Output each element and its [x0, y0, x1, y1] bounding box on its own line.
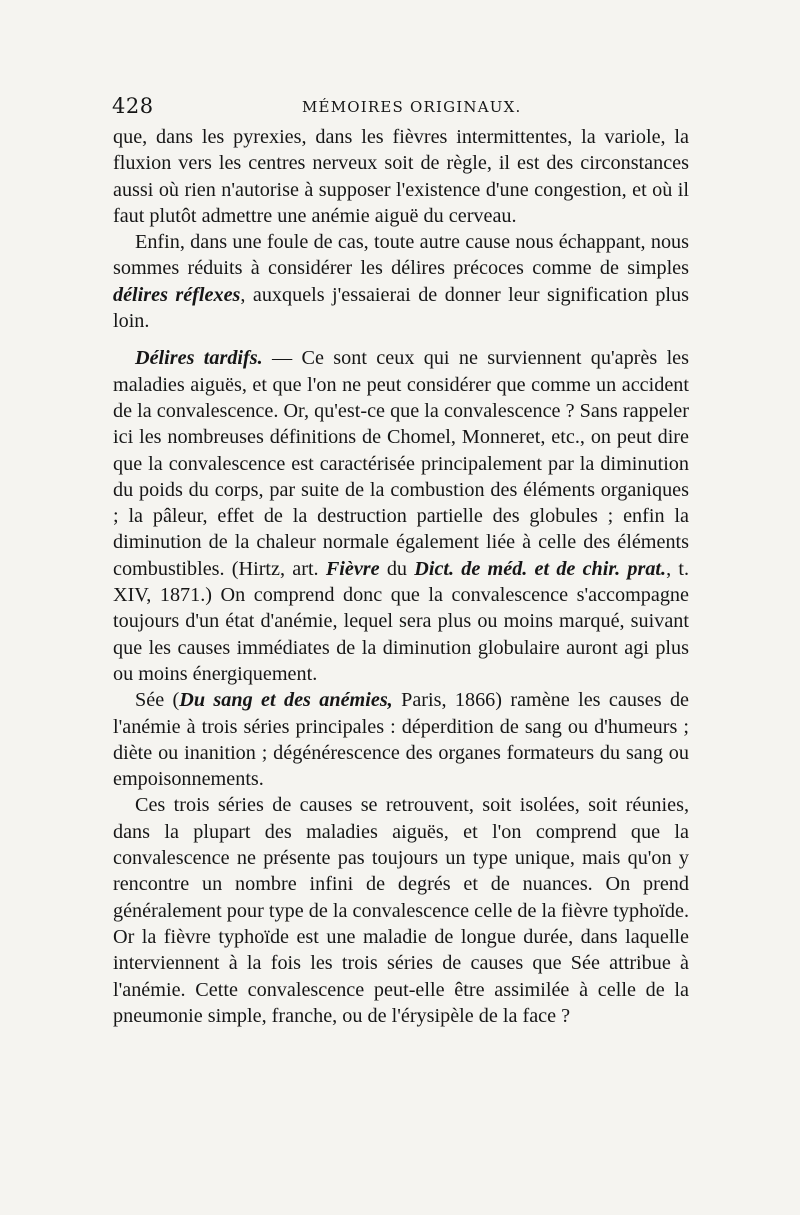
paragraph-1-text: que, dans les pyrexies, dans les fièvres intermittentes, la variole, la fluxion vers les centres nerveux soit de règle, il est des circonstances aussi où rien n'autorise à supposer l'existence d'une congestion, et où il faut plutôt admettre une anémie aiguë du cerveau.	[113, 126, 689, 227]
paragraph-4-text-a: Sée (	[135, 689, 180, 712]
paragraph-3-text-a: — Ce sont ceux qui ne surviennent qu'après les maladies aiguës, et que l'on ne peut considérer que comme un accident de la convalescence. Or, qu'est-ce que la convalescence ? Sans rappeler ici les nombreuses définitions de Chomel, Monneret, etc., on peut dire que la convalescence est caractérisée principalement par la diminution du poids du corps, par suite de la combustion des éléments organiques ; la pâleur, effet de la destruction partielle des globules ; enfin la diminution de la chaleur normale également liée à celle des éléments combustibles. (Hirtz, art.	[113, 347, 689, 580]
running-title: MÉMOIRES ORIGINAUX.	[302, 98, 522, 116]
emphasis-fievre: Fièvre	[325, 557, 380, 580]
paragraph-3-text-c: , t. XIV, 1871.) On comprend donc que la convalescence s'accompagne toujours d'un état d'anémie, lequel sera plus ou moins marqué, suivant que les causes immédiates de la diminution globulaire auront agi plus ou moins énergiquement.	[113, 557, 690, 685]
emphasis-dict-title: Dict. de méd. et de chir. prat.	[414, 557, 667, 580]
emphasis-du-sang: Du sang et des anémies,	[179, 689, 393, 712]
paragraph-5	[113, 792, 689, 1029]
paragraph-5-text: Ces trois séries de causes se retrouvent, soit isolées, soit réunies, dans la plupart des maladies aiguës, et l'on comprend que la convalescence ne présente pas toujours un type unique, mais qu'on y rencontre un nombre infini de degrés et de nuances. On prend généralement pour type de la convalescence celle de la fièvre typhoïde. Or la fièvre typhoïde est une maladie de longue durée, dans laquelle interviennent à la fois les trois séries de causes que Sée attribue à l'anémie. Cette convalescence peut-elle être assimilée à celle de la pneumonie simple, franche, ou de l'érysipèle de la face ?	[113, 794, 689, 1027]
paragraph-2-text-b: , auxquels j'essaierai de donner leur signification plus loin.	[113, 283, 689, 333]
paragraph-2	[113, 229, 689, 334]
paragraph-4-text-b: Paris, 1866) ramène les causes de l'anémie à trois séries principales : déperdition de sang ou d'humeurs ; diète ou inanition ; dégénérescence des organes formateurs du sang ou empoisonnements.	[113, 689, 690, 791]
paragraph-1	[113, 124, 689, 229]
paragraph-3-text-b: du	[379, 557, 415, 580]
paragraph-4	[113, 687, 689, 792]
section-heading-delires-tardifs: Délires tardifs.	[135, 347, 263, 370]
paragraph-3	[113, 345, 689, 687]
body-text	[113, 124, 689, 1029]
page-number: 428	[112, 94, 154, 118]
paragraph-2-text-a: Enfin, dans une foule de cas, toute autre cause nous échappant, nous sommes réduits à considérer les délires précoces comme de simples	[113, 231, 689, 280]
emphasis-delires-reflexes: délires réflexes	[113, 283, 241, 306]
page-header	[112, 94, 688, 120]
